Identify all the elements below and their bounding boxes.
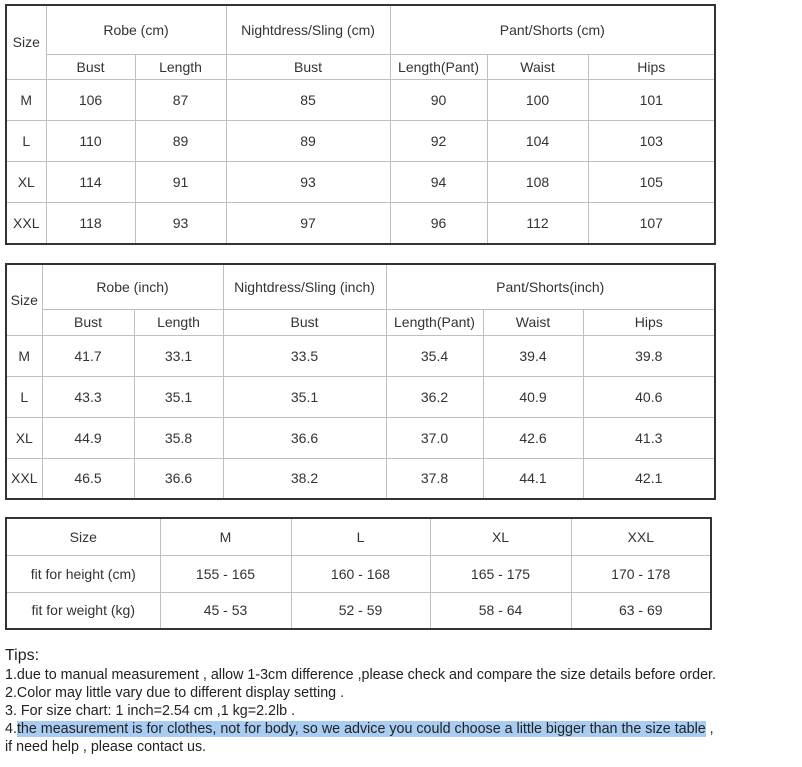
subheader-cell: Bust bbox=[42, 309, 134, 335]
value-cell: 44.9 bbox=[42, 417, 134, 458]
value-cell: 36.6 bbox=[223, 417, 386, 458]
value-cell: 33.5 bbox=[223, 335, 386, 376]
tip-line-4 bbox=[5, 720, 802, 738]
fit-label-cell: fit for height (cm) bbox=[6, 555, 160, 592]
value-cell: 40.6 bbox=[583, 376, 715, 417]
subheader-cell: Length bbox=[135, 54, 226, 79]
value-cell: 110 bbox=[46, 120, 135, 161]
fit-table bbox=[5, 517, 712, 630]
value-cell: 160 - 168 bbox=[291, 555, 430, 592]
value-cell: 42.6 bbox=[483, 417, 583, 458]
nightdress-header: Nightdress/Sling (inch) bbox=[223, 264, 386, 309]
value-cell: 112 bbox=[487, 203, 588, 244]
value-cell: 39.8 bbox=[583, 335, 715, 376]
nightdress-header: Nightdress/Sling (cm) bbox=[226, 5, 390, 54]
subheader-cell: Hips bbox=[588, 54, 715, 79]
fit-header-cell: XL bbox=[430, 518, 571, 555]
value-cell: 96 bbox=[390, 203, 487, 244]
value-cell: 107 bbox=[588, 203, 715, 244]
fit-header-cell: Size bbox=[6, 518, 160, 555]
table-row bbox=[6, 458, 715, 499]
value-cell: 170 - 178 bbox=[571, 555, 711, 592]
size-cell: XXL bbox=[6, 203, 46, 244]
value-cell: 103 bbox=[588, 120, 715, 161]
value-cell: 38.2 bbox=[223, 458, 386, 499]
value-cell: 94 bbox=[390, 162, 487, 203]
pant-header: Pant/Shorts (cm) bbox=[390, 5, 715, 54]
tip-suffix: , bbox=[705, 721, 714, 737]
size-header: Size bbox=[6, 5, 46, 79]
size-cell: L bbox=[6, 376, 42, 417]
value-cell: 89 bbox=[135, 120, 226, 161]
value-cell: 35.1 bbox=[223, 376, 386, 417]
fit-header-cell: L bbox=[291, 518, 430, 555]
subheader-cell: Length(Pant) bbox=[386, 309, 483, 335]
subheader-cell: Bust bbox=[226, 54, 390, 79]
tips-section bbox=[5, 646, 802, 756]
value-cell: 42.1 bbox=[583, 458, 715, 499]
size-cell: M bbox=[6, 335, 42, 376]
size-cell: XXL bbox=[6, 458, 42, 499]
size-cell: XL bbox=[6, 417, 42, 458]
value-cell: 100 bbox=[487, 79, 588, 120]
subheader-cell: Length bbox=[134, 309, 223, 335]
value-cell: 52 - 59 bbox=[291, 592, 430, 629]
size-cell: XL bbox=[6, 162, 46, 203]
fit-header-cell: M bbox=[160, 518, 291, 555]
subheader-cell: Length(Pant) bbox=[390, 54, 487, 79]
value-cell: 87 bbox=[135, 79, 226, 120]
table-row bbox=[6, 592, 711, 629]
subheader-cell: Bust bbox=[46, 54, 135, 79]
value-cell: 85 bbox=[226, 79, 390, 120]
value-cell: 93 bbox=[135, 203, 226, 244]
value-cell: 43.3 bbox=[42, 376, 134, 417]
value-cell: 36.6 bbox=[134, 458, 223, 499]
table-row bbox=[6, 417, 715, 458]
subheader-cell: Bust bbox=[223, 309, 386, 335]
value-cell: 37.0 bbox=[386, 417, 483, 458]
size-cell: L bbox=[6, 120, 46, 161]
table-row bbox=[6, 555, 711, 592]
value-cell: 41.7 bbox=[42, 335, 134, 376]
tip-line: 1.due to manual measurement , allow 1-3cm difference ,please check and compare the size details before order. bbox=[5, 667, 717, 683]
value-cell: 108 bbox=[487, 162, 588, 203]
tip-line: 3. For size chart: 1 inch=2.54 cm ,1 kg=2.2lb . bbox=[5, 703, 296, 719]
value-cell: 105 bbox=[588, 162, 715, 203]
value-cell: 41.3 bbox=[583, 417, 715, 458]
value-cell: 91 bbox=[135, 162, 226, 203]
table-row bbox=[6, 203, 715, 244]
value-cell: 89 bbox=[226, 120, 390, 161]
value-cell: 106 bbox=[46, 79, 135, 120]
value-cell: 40.9 bbox=[483, 376, 583, 417]
value-cell: 97 bbox=[226, 203, 390, 244]
value-cell: 93 bbox=[226, 162, 390, 203]
table-row bbox=[6, 162, 715, 203]
table-row bbox=[6, 120, 715, 161]
value-cell: 114 bbox=[46, 162, 135, 203]
value-cell: 104 bbox=[487, 120, 588, 161]
value-cell: 101 bbox=[588, 79, 715, 120]
table-row bbox=[6, 335, 715, 376]
value-cell: 165 - 175 bbox=[430, 555, 571, 592]
robe-header: Robe (inch) bbox=[42, 264, 223, 309]
table-row bbox=[6, 79, 715, 120]
value-cell: 45 - 53 bbox=[160, 592, 291, 629]
size-header: Size bbox=[6, 264, 42, 335]
tip-line: if need help , please contact us. bbox=[5, 739, 207, 755]
value-cell: 37.8 bbox=[386, 458, 483, 499]
fit-label-cell: fit for weight (kg) bbox=[6, 592, 160, 629]
tips-title: Tips: bbox=[5, 647, 40, 664]
size-table-inch bbox=[5, 263, 716, 500]
tip-line: 2.Color may little vary due to different display setting . bbox=[5, 685, 345, 701]
highlighted-text: the measurement is for clothes, not for body, so we advice you could choose a little bigger than the size table bbox=[16, 721, 706, 737]
tip-prefix: 4. bbox=[5, 721, 17, 737]
subheader-cell: Hips bbox=[583, 309, 715, 335]
value-cell: 35.8 bbox=[134, 417, 223, 458]
size-cell: M bbox=[6, 79, 46, 120]
value-cell: 39.4 bbox=[483, 335, 583, 376]
subheader-cell: Waist bbox=[483, 309, 583, 335]
value-cell: 155 - 165 bbox=[160, 555, 291, 592]
robe-header: Robe (cm) bbox=[46, 5, 226, 54]
pant-header: Pant/Shorts(inch) bbox=[386, 264, 715, 309]
value-cell: 33.1 bbox=[134, 335, 223, 376]
value-cell: 63 - 69 bbox=[571, 592, 711, 629]
value-cell: 118 bbox=[46, 203, 135, 244]
value-cell: 36.2 bbox=[386, 376, 483, 417]
value-cell: 46.5 bbox=[42, 458, 134, 499]
table-row bbox=[6, 376, 715, 417]
fit-header-cell: XXL bbox=[571, 518, 711, 555]
value-cell: 58 - 64 bbox=[430, 592, 571, 629]
subheader-cell: Waist bbox=[487, 54, 588, 79]
size-table-cm bbox=[5, 4, 716, 245]
value-cell: 44.1 bbox=[483, 458, 583, 499]
value-cell: 90 bbox=[390, 79, 487, 120]
value-cell: 35.1 bbox=[134, 376, 223, 417]
value-cell: 35.4 bbox=[386, 335, 483, 376]
value-cell: 92 bbox=[390, 120, 487, 161]
